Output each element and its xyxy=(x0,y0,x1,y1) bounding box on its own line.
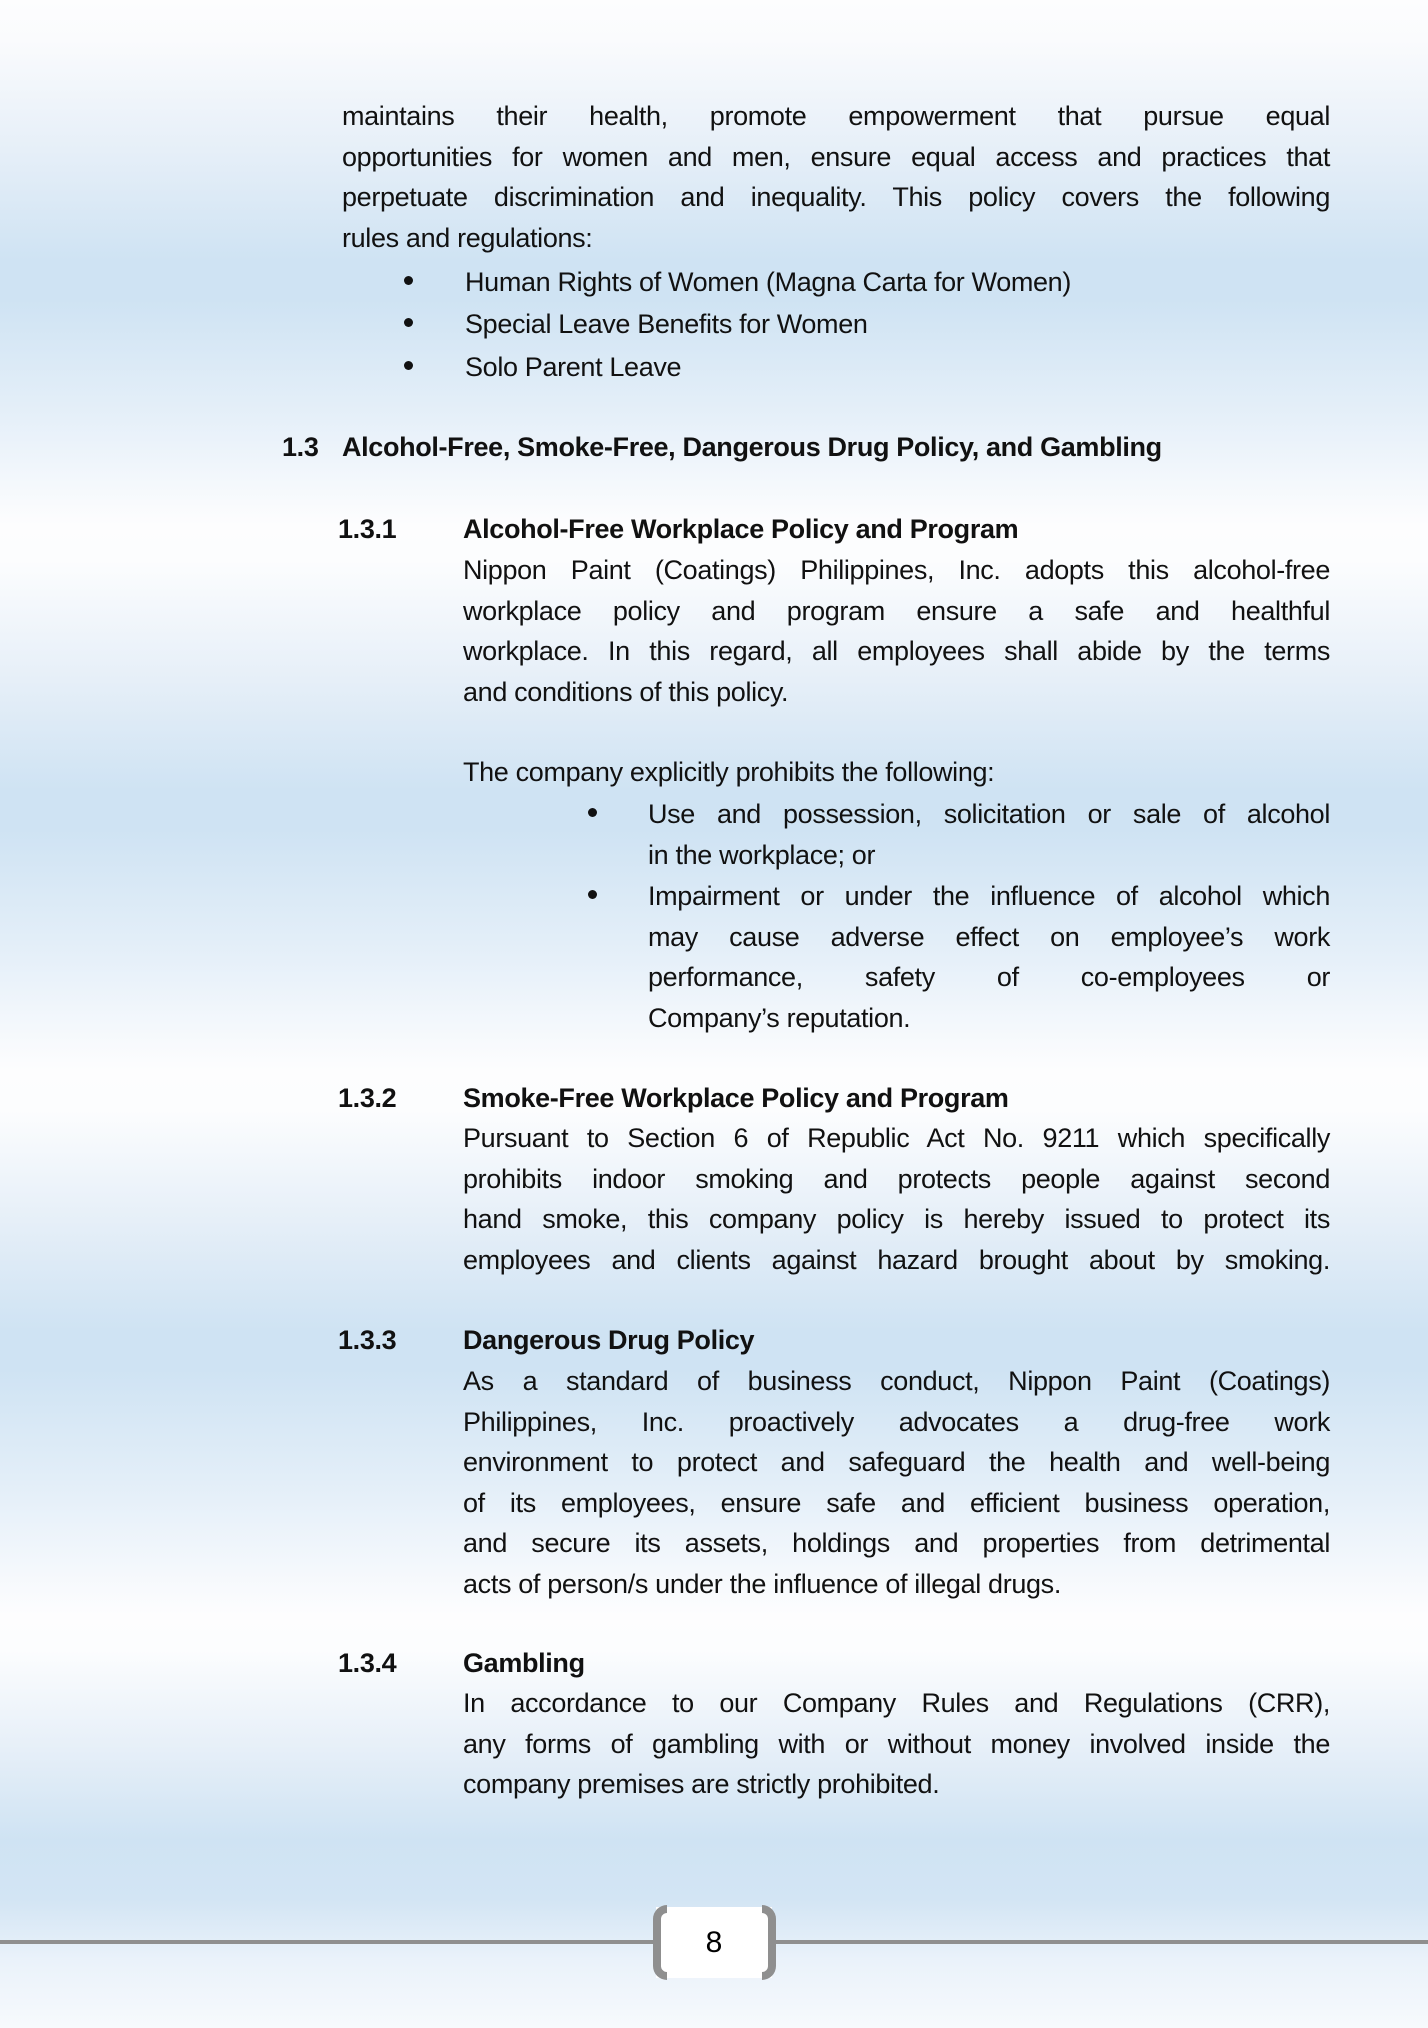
bullet-icon xyxy=(588,808,597,817)
subsection-number: 1.3.3 xyxy=(338,1325,397,1355)
body-line: and secure its assets, holdings and properties from detrimental xyxy=(463,1528,1330,1558)
prohibits-lead: The company explicitly prohibits the following: xyxy=(463,757,995,787)
body-line: and conditions of this policy. xyxy=(463,676,789,707)
body-line: company premises are strictly prohibited. xyxy=(463,1769,940,1799)
body-line: any forms of gambling with or without money involved inside the xyxy=(463,1728,1330,1759)
subsection-title: Alcohol-Free Workplace Policy and Program xyxy=(463,514,1019,544)
intro-line: maintains their health, promote empowerment that pursue equal xyxy=(342,101,1330,131)
body-line: In accordance to our Company Rules and Regulations (CRR), xyxy=(463,1688,1330,1718)
bullet-icon xyxy=(404,318,413,327)
body-line: prohibits indoor smoking and protects people against second xyxy=(463,1163,1330,1194)
bullet-icon xyxy=(404,276,413,285)
list-item: Human Rights of Women (Magna Carta for Women) xyxy=(465,267,1071,297)
list-item-line: Use and possession, solicitation or sale of alcohol xyxy=(648,799,1330,829)
list-item-line: performance, safety of co-employees or xyxy=(648,962,1330,992)
section-number: 1.3 xyxy=(282,432,319,462)
subsection-title: Smoke-Free Workplace Policy and Program xyxy=(463,1083,1009,1113)
list-item xyxy=(648,794,1330,875)
intro-line: rules and regulations: xyxy=(342,222,593,253)
list-item: Special Leave Benefits for Women xyxy=(465,309,868,339)
body-line: acts of person/s under the influence of illegal drugs. xyxy=(463,1568,1061,1599)
list-item: Solo Parent Leave xyxy=(465,352,682,382)
intro-paragraph xyxy=(342,96,1330,258)
bullet-icon xyxy=(404,361,413,370)
body-line: workplace. In this regard, all employees shall abide by the terms xyxy=(463,636,1330,666)
subsection-number: 1.3.1 xyxy=(338,514,397,544)
body-line: employees and clients against hazard brought about by smoking. xyxy=(463,1244,1330,1275)
section-title: Alcohol-Free, Smoke-Free, Dangerous Drug Policy, and Gambling xyxy=(342,432,1162,462)
subsection-title: Dangerous Drug Policy xyxy=(463,1325,755,1355)
intro-line: opportunities for women and men, ensure equal access and practices that xyxy=(342,141,1330,172)
subsection-body xyxy=(463,1118,1330,1280)
bullet-icon xyxy=(588,890,597,899)
body-line: As a standard of business conduct, Nippon Paint (Coatings) xyxy=(463,1366,1330,1396)
list-item-line: in the workplace; or xyxy=(648,839,876,870)
body-line: of its employees, ensure safe and efficient business operation, xyxy=(463,1487,1330,1518)
subsection-number: 1.3.2 xyxy=(338,1083,397,1113)
body-line: environment to protect and safeguard the health and well-being xyxy=(463,1447,1330,1477)
list-item xyxy=(648,876,1330,1038)
list-item-line: Company’s reputation. xyxy=(648,1002,911,1033)
body-line: hand smoke, this company policy is hereby issued to protect its xyxy=(463,1204,1330,1234)
body-line: Philippines, Inc. proactively advocates a drug-free work xyxy=(463,1406,1330,1437)
subsection-body xyxy=(463,550,1330,712)
subsection-body xyxy=(463,1683,1330,1805)
intro-line: perpetuate discrimination and inequality. This policy covers the following xyxy=(342,182,1330,212)
body-line: workplace policy and program ensure a safe and healthful xyxy=(463,595,1330,626)
subsection-number: 1.3.4 xyxy=(338,1648,397,1678)
body-line: Nippon Paint (Coatings) Philippines, Inc. adopts this alcohol-free xyxy=(463,555,1330,585)
list-item-line: Impairment or under the influence of alcohol which xyxy=(648,881,1330,911)
body-line: Pursuant to Section 6 of Republic Act No. 9211 which specifically xyxy=(463,1123,1330,1153)
list-item-line: may cause adverse effect on employee’s work xyxy=(648,921,1330,952)
subsection-body xyxy=(463,1361,1330,1604)
subsection-title: Gambling xyxy=(463,1648,585,1678)
page-number: 8 xyxy=(705,1926,723,1959)
